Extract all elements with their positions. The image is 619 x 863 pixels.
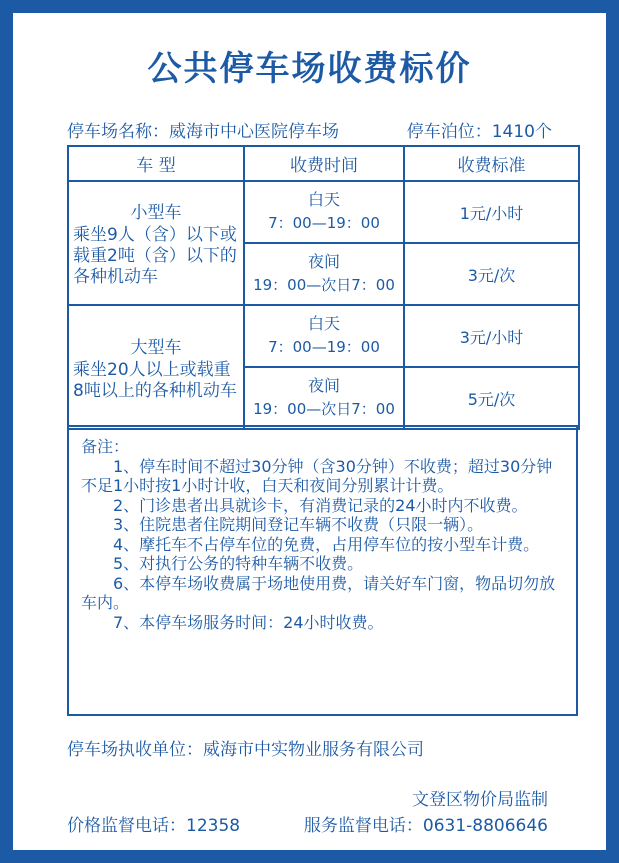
note-item-1: 1、停车时间不超过30分钟（含30分钟）不收费；超过30分钟不足1小时按1小时计收，白天和夜间分别累计计费。 bbox=[81, 456, 553, 495]
large-vehicle-title: 大型车 bbox=[130, 337, 182, 358]
parking-spaces: 停车泊位：1410个 bbox=[406, 122, 552, 142]
notes-heading: 备注： bbox=[81, 437, 130, 456]
small-day-time: 7：00—19：00 bbox=[268, 214, 380, 232]
large-night-label: 夜间 bbox=[307, 376, 340, 395]
large-day-time-cell bbox=[244, 305, 404, 367]
large-vehicle-cell bbox=[68, 305, 244, 429]
large-night-price: 5元/次 bbox=[404, 367, 579, 429]
table-header-row bbox=[68, 146, 579, 181]
small-vehicle-desc: 乘坐9人（含）以下或载重2吨（含）以下的各种机动车 bbox=[73, 225, 237, 287]
note-item-6: 6、本停车场收费属于场地使用费，请关好车门窗，物品切勿放车内。 bbox=[81, 573, 556, 612]
table-row bbox=[68, 305, 579, 367]
fee-table bbox=[67, 145, 580, 430]
price-hotline: 价格监督电话：12358 bbox=[67, 816, 241, 836]
small-vehicle-cell bbox=[68, 181, 244, 305]
large-day-price: 3元/小时 bbox=[404, 305, 579, 367]
small-night-time-cell bbox=[244, 243, 404, 305]
large-day-label: 白天 bbox=[307, 314, 340, 333]
supervisor-bureau: 文登区物价局监制 bbox=[412, 790, 548, 810]
notes-box bbox=[67, 425, 578, 716]
small-night-label: 夜间 bbox=[307, 252, 340, 271]
lot-name: 停车场名称：威海市中心医院停车场 bbox=[67, 122, 339, 142]
operator-unit: 停车场执收单位：威海市中实物业服务有限公司 bbox=[67, 740, 424, 760]
small-vehicle-title: 小型车 bbox=[130, 203, 182, 223]
note-item-2: 2、门诊患者出具就诊卡，有消费记录的24小时内不收费。 bbox=[113, 495, 528, 515]
large-day-time: 7：00—19：00 bbox=[268, 338, 380, 356]
sign-title: 公共停车场收费标价 bbox=[147, 49, 472, 89]
small-day-price: 1元/小时 bbox=[404, 181, 579, 243]
note-item-5: 5、对执行公务的特种车辆不收费。 bbox=[113, 554, 364, 573]
small-day-time-cell bbox=[244, 181, 404, 243]
large-vehicle-desc: 乘坐20人以上或载重8吨以上的各种机动车 bbox=[73, 359, 237, 401]
small-night-price: 3元/次 bbox=[404, 243, 579, 305]
note-item-3: 3、住院患者住院期间登记车辆不收费（只限一辆）。 bbox=[113, 515, 484, 534]
small-night-time: 19：00—次日7：00 bbox=[253, 276, 395, 294]
table-row bbox=[68, 181, 579, 243]
large-night-time: 19：00—次日7：00 bbox=[253, 400, 395, 418]
header-vehicle-type: 车 型 bbox=[68, 146, 244, 181]
header-charge-rate: 收费标准 bbox=[404, 146, 579, 181]
note-item-4: 4、摩托车不占停车位的免费，占用停车位的按小型车计费。 bbox=[113, 534, 540, 554]
service-hotline: 服务监督电话：0631-8806646 bbox=[303, 816, 548, 836]
large-night-time-cell bbox=[244, 367, 404, 429]
header-charge-time: 收费时间 bbox=[244, 146, 404, 181]
note-item-7: 7、本停车场服务时间：24小时收费。 bbox=[113, 612, 384, 632]
small-day-label: 白天 bbox=[307, 190, 340, 209]
